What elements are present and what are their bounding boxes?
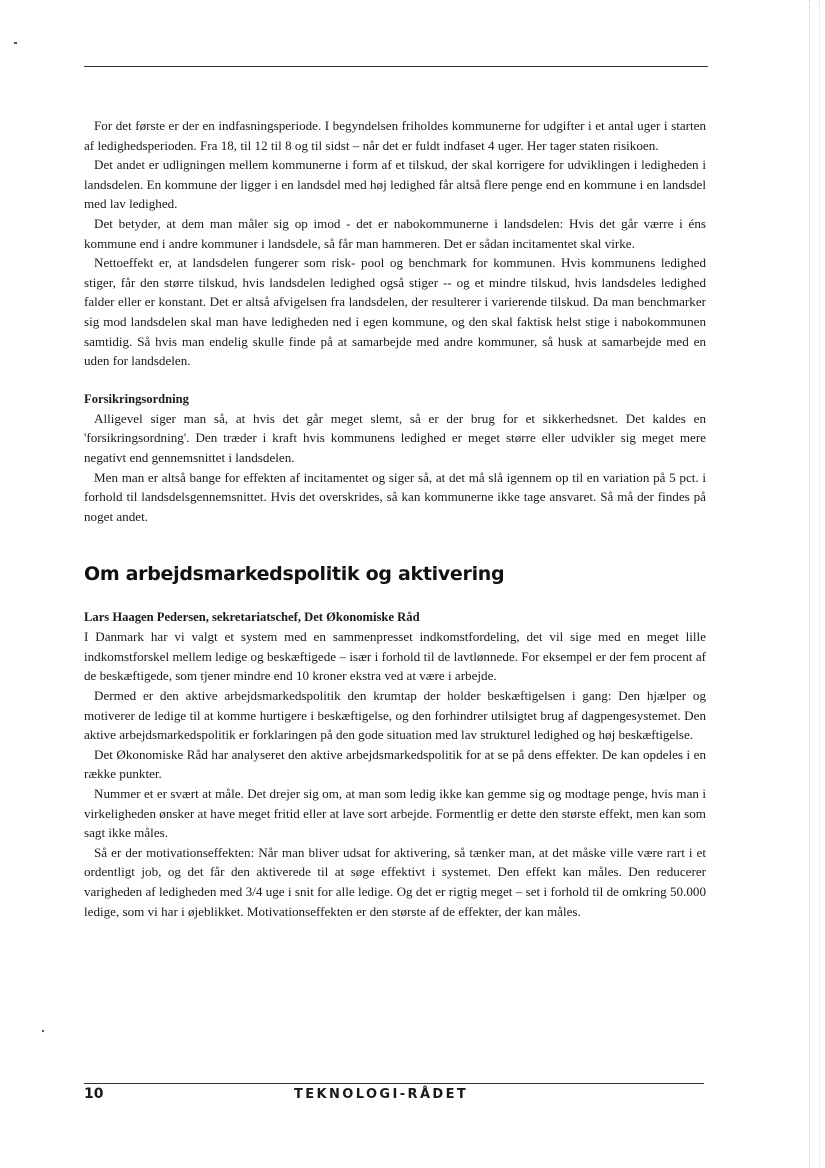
scan-edge-line: [809, 0, 811, 1168]
body-paragraph: Nummer et er svært at måle. Det drejer sig om, at man som ledig ikke kan gemme sig og modtage penge, hvis man i virkeligheden ønsker at have meget fritid eller at lave sort arbejde. Formentlig er dette den største effekt, men kan som sagt ikke måles.: [84, 786, 706, 841]
scan-edge-line: [819, 0, 821, 1168]
footer-brand: TEKNOLOGI-RÅDET: [294, 1087, 469, 1102]
body-paragraph: Så er der motivationseffekten: Når man bliver udsat for aktivering, så tænker man, at det måske ville være rart i et ordentligt job, og det får den aktiverede til at søge effektivt i systemet. Den effekt kan måles. Den reducerer varigheden af ledigheden med 3/4 uge i snit for alle ledige. Og det er rigtig meget – set i forhold til de omkring 50.000 ledige, som vi har i øjeblikket. Motivationseffekten er den største af de effekter, der kan måles.: [84, 844, 706, 919]
body-paragraph: For det første er der en indfasningsperiode. I begyndelsen friholdes kommunerne for udgifter i et antal uger i starten af ledighedsperioden. Fra 18, til 12 til 8 og til sidst – når det er fuldt indfaset 4 uger. Her tager staten risikoen.: [84, 118, 706, 153]
page-number: 10: [84, 1086, 104, 1102]
body-paragraph: Dermed er den aktive arbejdsmarkedspolitik den krumtap der holder beskæftigelsen i gang: Den hjælper og motiverer de ledige til at komme hurtigere i beskæftigelse, og den forhindrer utilsigtet brug af dagpengesystemet. Den aktive arbejdsmarkedspolitik er forklaringen på den gode situation med lav strukturel ledighed og høj beskæftigelse.: [84, 688, 706, 743]
body-paragraph: I Danmark har vi valgt et system med en sammenpresset indkomstfordeling, det vil sige med en meget lille indkomstforskel mellem ledige og beskæftigede – især i forhold til de lavtlønnede. For eksempel er der fem procent af de beskæftigede, som tjener mindre end 10 kroner ekstra ved at være i arbejde.: [84, 629, 706, 684]
subsection-heading: Forsikringsordning: [84, 391, 189, 406]
scan-speck: [14, 42, 17, 44]
body-paragraph: Nettoeffekt er, at landsdelen fungerer som risk- pool og benchmark for kommunen. Hvis kommunens ledighed stiger, får den større tilskud, hvis landsdelen ledighed også stiger -- og et mindre tilskud, hvis landsdeles ledighed falder eller er konstant. Det er altså afvigelsen fra landsdelen, der resulterer i varierende tilskud. Da man benchmarker sig mod landsdelen skal man have ledigheden ned i egen kommune, og den skal faktisk helst stige i nabokommunen samtidig. Så hvis man endelig skulle finde på at samarbejde med andre kommuner, så husk at samarbejde med en uden for landsdelen.: [84, 255, 706, 369]
header-rule: [84, 66, 708, 67]
section-title: Om arbejdsmarkedspolitik og aktivering: [84, 563, 505, 586]
body-paragraph: Det andet er udligningen mellem kommunerne i form af et tilskud, der skal korrigere for udviklingen i ledigheden i landsdelen. En kommune der ligger i en landsdel med høj ledighed får altså flere penge end en kommune i en landsdel med lav ledighed.: [84, 157, 706, 212]
body-paragraph: Alligevel siger man så, at hvis det går meget slemt, så er der brug for et sikkerhedsnet. Det kaldes en 'forsikringsordning'. Den træder i kraft hvis kommunens ledighed er meget større eller udvikler sig meget mere negativt end gennemsnittet i landsdelen.: [84, 410, 706, 465]
body-paragraph: Det betyder, at dem man måler sig op imod - det er nabokommunerne i landsdelen: Hvis det går værre i éns kommune end i andre kommuner i landsdele, så får man hammeren. Det er sådan incitamentet skal virke.: [84, 215, 706, 251]
footer-rule: [84, 1083, 704, 1084]
page-body: [84, 116, 706, 921]
body-paragraph: Men man er altså bange for effekten af incitamentet og siger så, at det må slå igennem op til en variation på 5 pct. i forhold til landsdelsgennemsnittet. Hvis det overskrides, så kan kommunerne ikke tage ansvaret. Så må der findes på noget andet.: [84, 469, 706, 524]
speaker-name: Lars Haagen Pedersen, sekretariatschef, Det Økonomiske Råd: [84, 610, 420, 625]
scan-speck: [42, 1030, 44, 1032]
body-paragraph: Det Økonomiske Råd har analyseret den aktive arbejdsmarkedspolitik for at se på dens effekter. De kan opdeles i en række punkter.: [84, 746, 706, 782]
